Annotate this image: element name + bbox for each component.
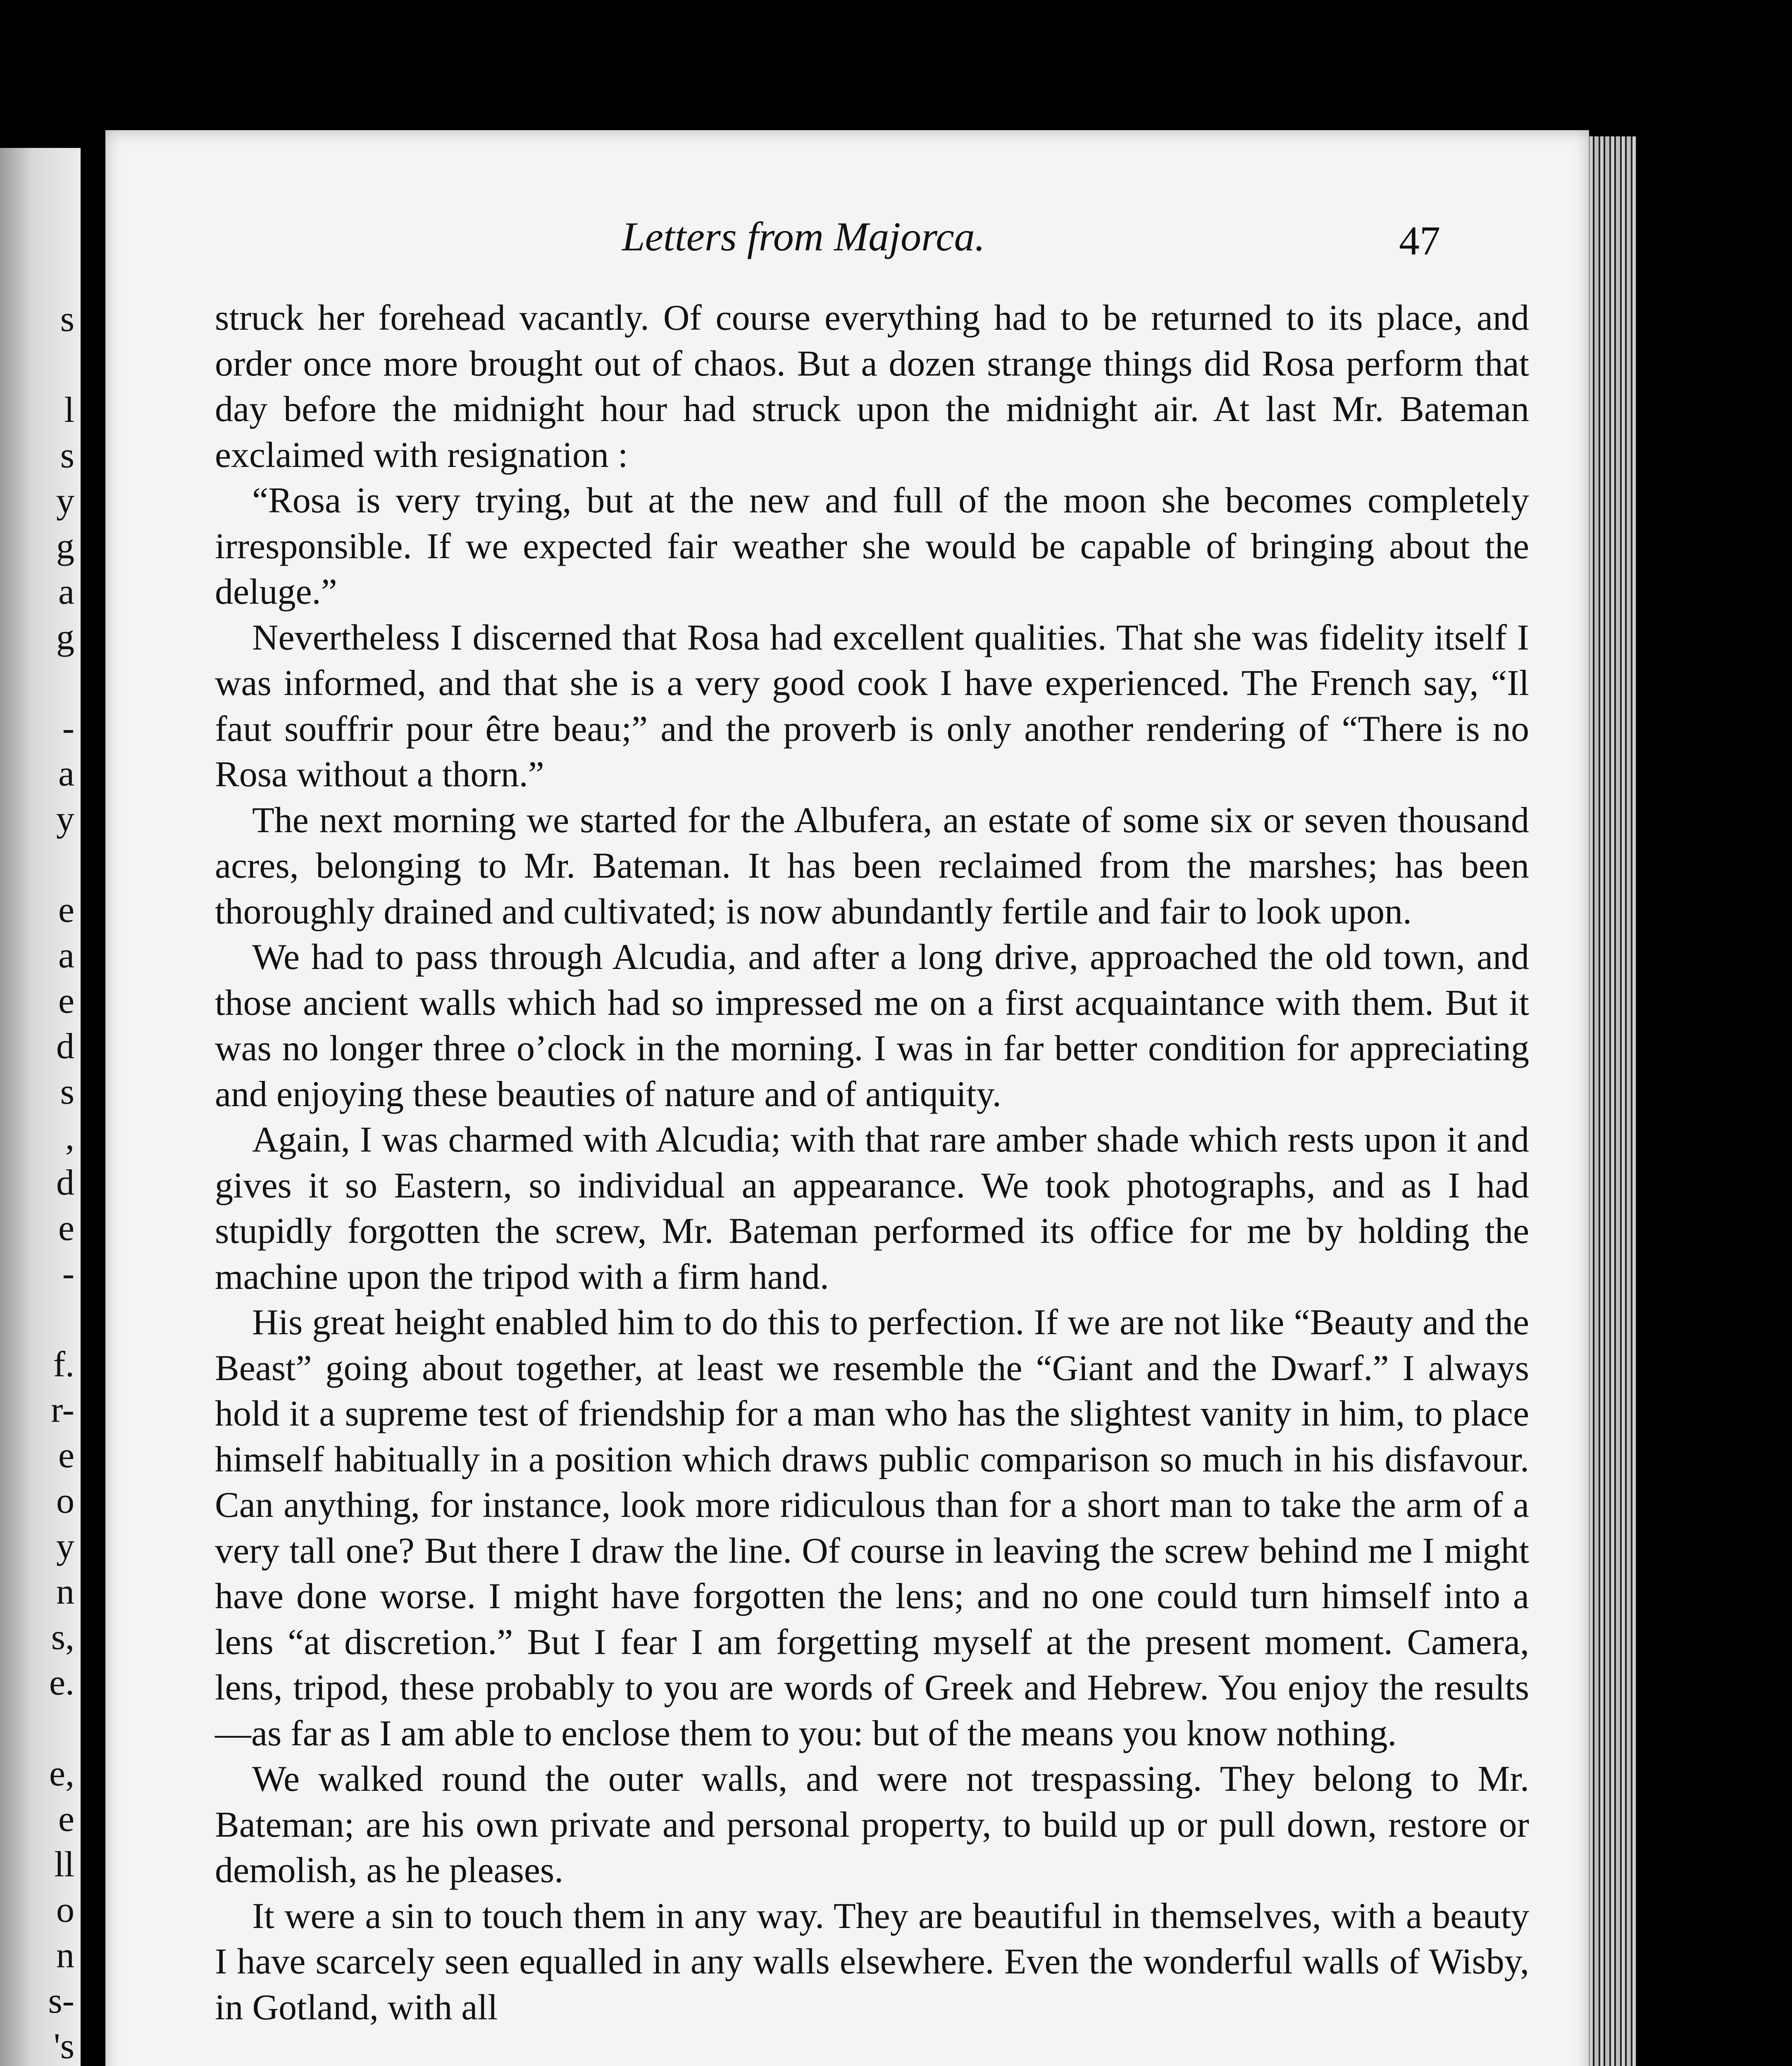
margin-fragment: a <box>58 935 74 976</box>
paragraph: Again, I was charmed with Alcudia; with that rare amber shade which rests upon it and gives it so Eastern, so individual an appearance. We took photographs, and as I had stupidly forgotten the screw, Mr. Bateman performed its office for me by holding the machine upon the tripod with a firm hand. <box>215 1120 1529 1297</box>
paragraph: We had to pass through Alcudia, and after a long drive, approached the old town, and those ancient walls which had so impressed me on a first acquaintance with them. But it was no longer three o’clock in the morning. I was in far better condition for appreciating and enjoying these beauties of nature and of antiquity. <box>215 937 1529 1114</box>
margin-fragment: 's <box>53 2026 74 2066</box>
margin-fragment: a <box>58 572 74 612</box>
margin-fragment: n <box>56 1572 74 1612</box>
margin-fragment: f. <box>53 1345 74 1385</box>
book-page <box>105 130 1589 2066</box>
margin-fragment: g <box>56 617 74 657</box>
margin-fragment <box>8 342 74 388</box>
margin-fragment: e <box>58 981 74 1021</box>
margin-fragment: - <box>62 708 74 748</box>
margin-fragment: d <box>56 1163 74 1203</box>
margin-fragment: e, <box>49 1754 74 1794</box>
margin-fragment: e <box>58 890 74 930</box>
previous-page-margin-text <box>8 297 74 2066</box>
paragraph: struck her forehead vacantly. Of course everything had to be returned to its place, and order once more brought out of chaos. But a dozen strange things did Rosa perform that day before the midnight hour had struck upon the midnight air. At last Mr. Bateman exclaimed with resignation : <box>215 298 1529 475</box>
margin-fragment: y <box>56 799 74 839</box>
margin-fragment: s <box>60 436 74 476</box>
margin-fragment: e <box>58 1208 74 1248</box>
margin-fragment: s, <box>51 1617 74 1657</box>
margin-fragment: a <box>58 754 74 794</box>
margin-fragment: s <box>60 299 74 339</box>
margin-fragment: s- <box>48 1981 74 2021</box>
paragraph: The next morning we started for the Albufera, an estate of some six or seven thousand acres, belonging to Mr. Bateman. It has been reclaimed from the marshes; has been thoroughly drained and cultivated; is now abundantly fertile and fair to look upon. <box>215 800 1529 932</box>
paragraph: Nevertheless I discerned that Rosa had excellent qualities. That she was fidelity itself I was informed, and that she is a very good cook I have experienced. The French say, “Il faut souffrir pour être beau;” and the proverb is only another rendering of “There is no Rosa without a thorn.” <box>215 617 1529 795</box>
margin-fragment <box>8 1706 74 1751</box>
margin-fragment: o <box>56 1481 74 1521</box>
page-header <box>105 213 1589 275</box>
paragraph: His great height enabled him to do this to perfection. If we are not like “Beauty and the Beast” going about together, at least we resemble the “Giant and the Dwarf.” I always hold it a supreme test of friendship for a man who has the slightest vanity in him, to place himself habitually in a position which draws public comparison so much in his disfavour. Can anything, for instance, look more ridiculous than for a short man to take the arm of a very tall one? But there I draw the line. Of course in leaving the screw behind me I might have done worse. I might have forgotten the lens; and no one could turn himself into a lens “at discretion.” But I fear I am forgetting myself at the present moment. Camera, lens, tripod, these probably to you are words of Greek and Hebrew. You enjoy the results—as far as I am able to enclose them to you: but of the means you know nothing. <box>215 1302 1529 1754</box>
margin-fragment: y <box>56 1526 74 1566</box>
margin-fragment: e <box>58 1435 74 1476</box>
paragraph: “Rosa is very trying, but at the new and full of the moon she becomes completely irresponsible. If we expected fair weather she would be capable of bringing about the deluge.” <box>215 481 1529 612</box>
margin-fragment: , <box>65 1117 74 1157</box>
margin-fragment: y <box>56 481 74 521</box>
margin-fragment: e <box>58 1799 74 1839</box>
margin-fragment: g <box>56 526 74 566</box>
margin-fragment <box>8 842 74 888</box>
running-title: Letters from Majorca. <box>622 214 985 259</box>
margin-fragment: - <box>62 1254 74 1294</box>
body-text <box>215 295 1529 2030</box>
page-number: 47 <box>1399 218 1440 264</box>
margin-fragment: ll <box>54 1845 74 1885</box>
previous-page-edge <box>0 148 81 2066</box>
margin-fragment: d <box>56 1026 74 1066</box>
paragraph: We walked round the outer walls, and were not trespassing. They belong to Mr. Bateman; are his own private and personal property, to build up or pull down, restore or demolish, as he pleases. <box>215 1759 1529 1890</box>
margin-fragment <box>8 1297 74 1342</box>
margin-fragment <box>8 660 74 706</box>
margin-fragment: e. <box>49 1663 74 1703</box>
margin-fragment: s <box>60 1072 74 1112</box>
margin-fragment: o <box>56 1890 74 1930</box>
margin-fragment: r- <box>51 1390 74 1430</box>
margin-fragment: l <box>64 390 74 430</box>
margin-fragment: n <box>56 1935 74 1976</box>
paragraph: It were a sin to touch them in any way. They are beautiful in themselves, with a beauty I have scarcely seen equalled in any walls elsewhere. Even the wonderful walls of Wisby, in Gotland, with all <box>215 1896 1529 2028</box>
